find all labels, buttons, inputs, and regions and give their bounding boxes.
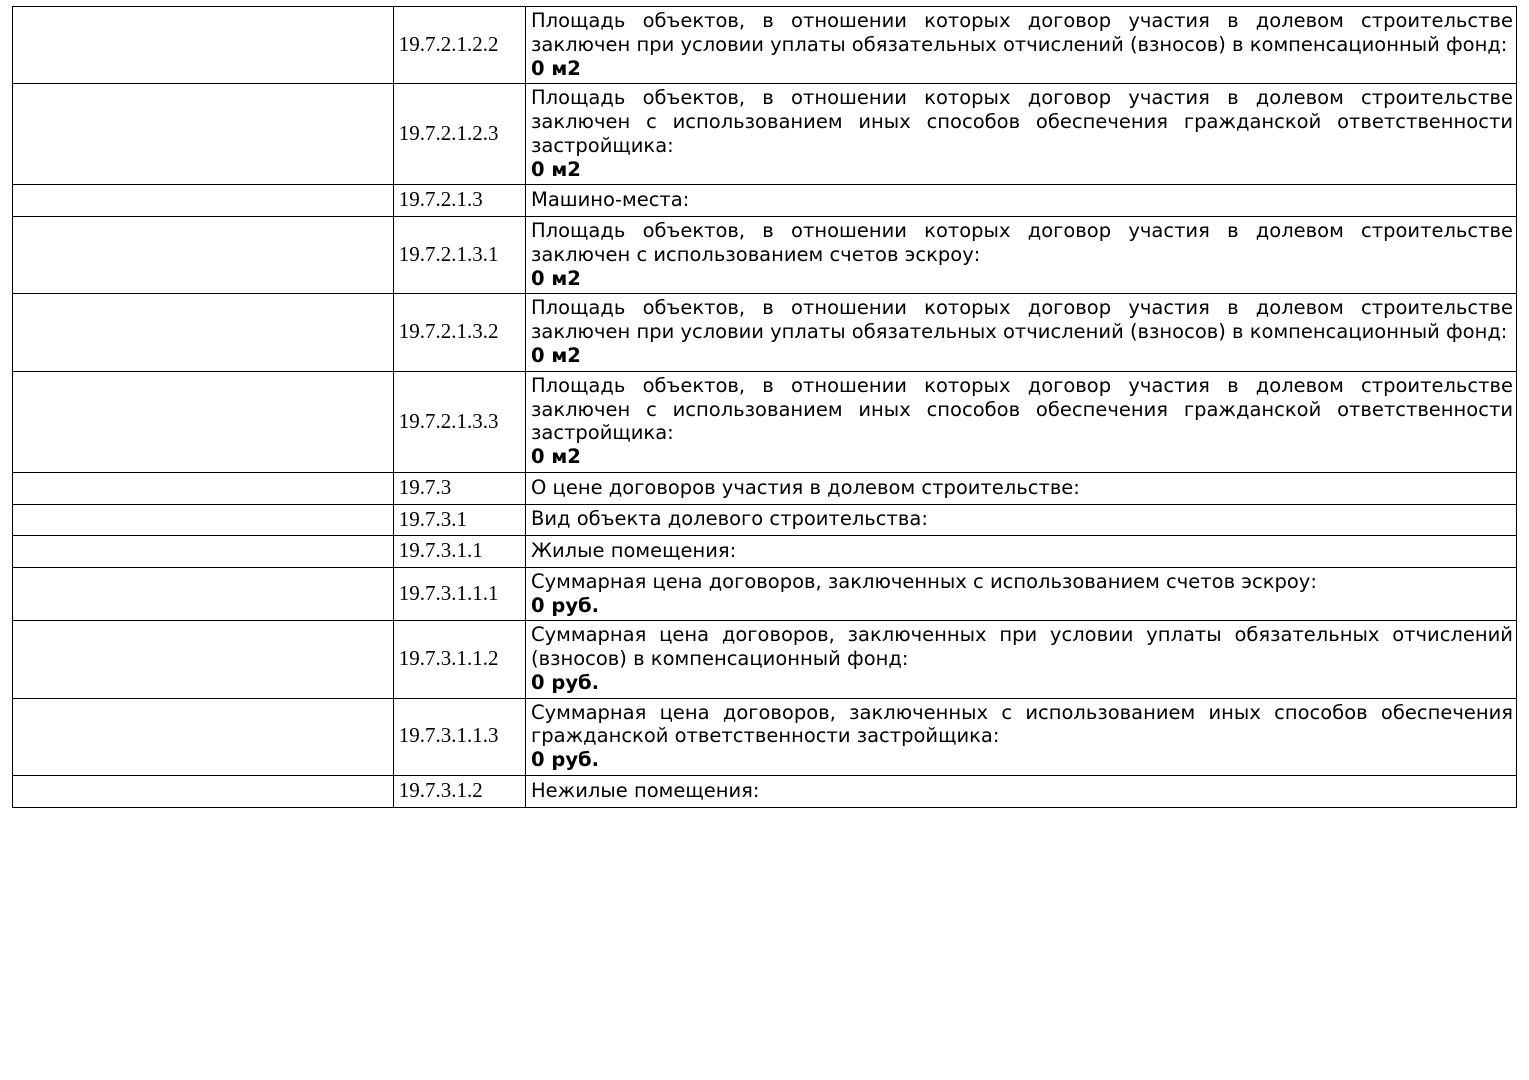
row-text-cell — [526, 775, 1517, 807]
declaration-table-body — [13, 7, 1517, 808]
row-description: Площадь объектов, в отношении которых договор участия в долевом строительстве заключен с использованием иных способов обеспечения гражданской ответственности застройщика: — [531, 86, 1513, 157]
row-text-cell — [526, 185, 1517, 217]
table-row — [13, 371, 1517, 472]
row-description: Площадь объектов, в отношении которых договор участия в долевом строительстве заключен при условии уплаты обязательных отчислений (взносов) в компенсационный фонд: — [531, 9, 1513, 56]
row-number-cell: 19.7.3.1 — [393, 504, 525, 536]
row-value: 0 м2 — [531, 445, 581, 469]
row-description: О цене договоров участия в долевом строительстве: — [531, 475, 1080, 499]
row-left-cell — [13, 504, 394, 536]
row-left-cell — [13, 371, 394, 472]
row-text-cell — [526, 7, 1517, 84]
table-row — [13, 7, 1517, 84]
table-row — [13, 536, 1517, 568]
row-number-cell: 19.7.3.1.1.2 — [393, 621, 525, 698]
row-left-cell — [13, 536, 394, 568]
row-number-cell: 19.7.2.1.3.3 — [393, 371, 525, 472]
row-text-cell — [526, 84, 1517, 185]
row-left-cell — [13, 472, 394, 504]
row-description: Суммарная цена договоров, заключенных с использованием иных способов обеспечения гражданской ответственности застройщика: — [531, 700, 1513, 748]
row-value: 0 м2 — [531, 343, 581, 367]
row-text-cell — [526, 504, 1517, 536]
row-text-cell — [526, 698, 1517, 775]
row-number-cell: 19.7.3.1.1.1 — [393, 567, 525, 621]
row-description: Машино-места: — [531, 188, 690, 212]
row-text-cell — [526, 294, 1517, 371]
row-left-cell — [13, 7, 394, 84]
table-row — [13, 567, 1517, 621]
row-number-cell: 19.7.2.1.2.2 — [393, 7, 525, 84]
row-number-cell: 19.7.2.1.3.2 — [393, 294, 525, 371]
row-left-cell — [13, 185, 394, 217]
row-value: 0 м2 — [531, 157, 581, 181]
row-number-cell: 19.7.2.1.3 — [393, 185, 525, 217]
row-description: Площадь объектов, в отношении которых договор участия в долевом строительстве заключен при условии уплаты обязательных отчислений (взносов) в компенсационный фонд: — [531, 296, 1513, 344]
row-left-cell — [13, 698, 394, 775]
row-value: 0 руб. — [531, 748, 600, 772]
row-left-cell — [13, 775, 394, 807]
row-number-cell: 19.7.3.1.1.3 — [393, 698, 525, 775]
table-row — [13, 775, 1517, 807]
row-text-cell — [526, 621, 1517, 698]
table-row — [13, 84, 1517, 185]
row-text-cell — [526, 567, 1517, 621]
row-description: Площадь объектов, в отношении которых договор участия в долевом строительстве заключен с использованием счетов эскроу: — [531, 219, 1513, 266]
row-description: Суммарная цена договоров, заключенных с использованием счетов эскроу: — [531, 569, 1317, 593]
row-number-cell: 19.7.2.1.2.3 — [393, 84, 525, 185]
declaration-table — [12, 6, 1517, 808]
table-row — [13, 504, 1517, 536]
row-text-cell — [526, 371, 1517, 472]
table-row — [13, 185, 1517, 217]
row-text-cell — [526, 472, 1517, 504]
row-number-cell: 19.7.2.1.3.1 — [393, 217, 525, 294]
row-description: Жилые помещения: — [531, 539, 737, 563]
row-text-cell — [526, 536, 1517, 568]
row-value: 0 руб. — [531, 670, 600, 694]
row-description: Нежилые помещения: — [531, 778, 760, 802]
row-description: Площадь объектов, в отношении которых договор участия в долевом строительстве заключен с использованием иных способов обеспечения гражданской ответственности застройщика: — [531, 373, 1513, 445]
table-row — [13, 621, 1517, 698]
row-description: Суммарная цена договоров, заключенных при условии уплаты обязательных отчислений (взносов) в компенсационный фонд: — [531, 623, 1513, 671]
row-value: 0 м2 — [531, 266, 581, 290]
row-left-cell — [13, 294, 394, 371]
row-text-cell — [526, 217, 1517, 294]
row-value: 0 м2 — [531, 56, 581, 80]
row-value: 0 руб. — [531, 593, 600, 617]
table-row — [13, 698, 1517, 775]
row-number-cell: 19.7.3 — [393, 472, 525, 504]
row-left-cell — [13, 84, 394, 185]
table-row — [13, 217, 1517, 294]
row-description: Вид объекта долевого строительства: — [531, 507, 928, 531]
row-number-cell: 19.7.3.1.1 — [393, 536, 525, 568]
table-row — [13, 472, 1517, 504]
row-left-cell — [13, 621, 394, 698]
row-number-cell: 19.7.3.1.2 — [393, 775, 525, 807]
table-row — [13, 294, 1517, 371]
row-left-cell — [13, 217, 394, 294]
row-left-cell — [13, 567, 394, 621]
